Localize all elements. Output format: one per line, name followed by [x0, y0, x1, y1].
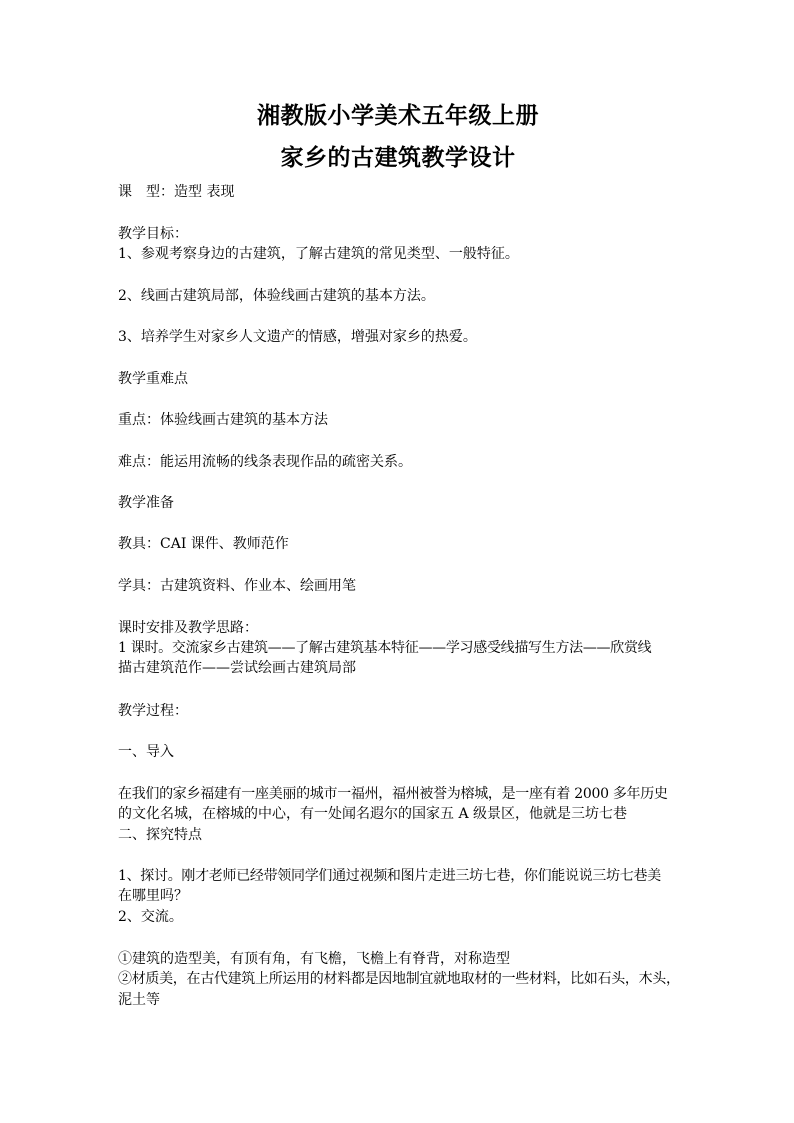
exchange-item: 2、交流。	[118, 909, 183, 925]
section-heading-intro: 一、导入	[118, 744, 174, 760]
explore-line-1: 1、探讨。刚才老师已经带领同学们通过视频和图片走进三坊七巷，你们能说说三坊七巷美	[118, 868, 661, 884]
difficult-point: 难点：能运用流畅的线条表现作品的疏密关系。	[118, 454, 412, 470]
schedule-line-1: 1 课时。交流家乡古建筑——了解古建筑基本特征——学习感受线描写生方法——欣赏线	[118, 640, 652, 656]
preparation-heading: 教学准备	[118, 495, 174, 511]
document-subtitle: 家乡的古建筑教学设计	[280, 144, 516, 171]
key-difficult-heading: 教学重难点	[118, 371, 188, 387]
beauty-point-2-line-2: 泥土等	[118, 992, 160, 1008]
student-tools: 学具：古建筑资料、作业本、绘画用笔	[118, 578, 356, 594]
section-heading-explore: 二、探究特点	[118, 827, 202, 843]
explore-line-2: 在哪里吗？	[118, 888, 188, 904]
beauty-point-2-line-1: ②材质美，在古代建筑上所运用的材料都是因地制宜就地取材的一些材料，比如石头，木头，	[118, 971, 680, 987]
objective-1: 1、参观考察身边的古建筑，了解古建筑的常见类型、一般特征。	[118, 246, 519, 262]
objective-3: 3、培养学生对家乡人文遗产的情感，增强对家乡的热爱。	[118, 329, 477, 345]
process-heading: 教学过程：	[118, 703, 188, 719]
intro-line-2: 的文化名城，在榕城的中心，有一处闻名遐尔的国家五 A 级景区，他就是三坊七巷	[118, 806, 628, 822]
intro-line-1: 在我们的家乡福建有一座美丽的城市一福州，福州被誉为榕城，是一座有着 2000 多年历史	[118, 786, 668, 802]
key-point: 重点：体验线画古建筑的基本方法	[118, 412, 328, 428]
objective-2: 2、线画古建筑局部，体验线画古建筑的基本方法。	[118, 288, 435, 304]
schedule-line-2: 描古建筑范作——尝试绘画古建筑局部	[118, 660, 356, 676]
objectives-heading: 教学目标：	[118, 226, 188, 242]
schedule-heading: 课时安排及教学思路：	[118, 620, 258, 636]
beauty-point-1: ①建筑的造型美，有顶有角，有飞檐，飞檐上有脊背，对称造型	[118, 951, 510, 967]
teacher-tools: 教具：CAI 课件、教师范作	[118, 536, 289, 552]
document-title: 湘教版小学美术五年级上册	[257, 102, 539, 129]
lesson-type: 课 型：造型 表现	[118, 184, 235, 200]
